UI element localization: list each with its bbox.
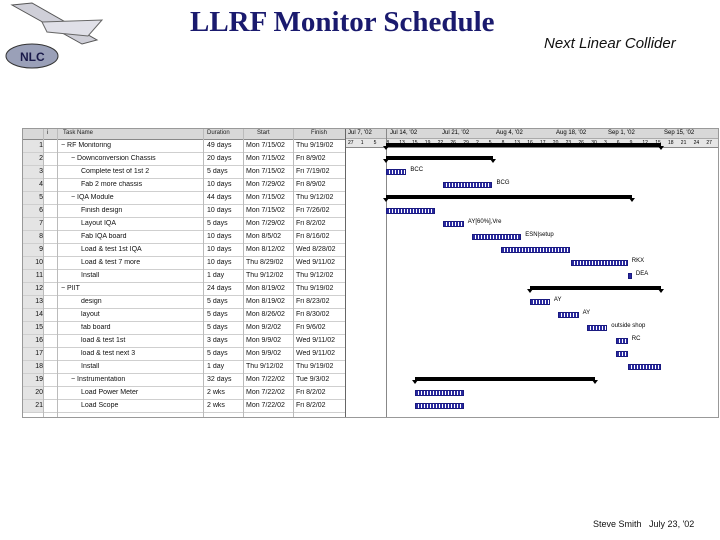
task-name-text: PIIT bbox=[67, 285, 80, 292]
task-duration: 10 days bbox=[207, 181, 232, 188]
task-bar[interactable] bbox=[558, 312, 578, 318]
task-name-text: Instrumentation bbox=[77, 376, 126, 383]
task-duration: 5 days bbox=[207, 324, 228, 331]
task-start: Thu 8/29/02 bbox=[246, 259, 284, 266]
week-label: Jul 7, '02 bbox=[348, 130, 372, 136]
task-start: Mon 7/15/02 bbox=[246, 207, 285, 214]
outline-toggle-icon[interactable]: − bbox=[71, 194, 78, 201]
task-bar[interactable] bbox=[616, 338, 628, 344]
task-row[interactable] bbox=[23, 179, 345, 192]
logo-swoosh-inner bbox=[42, 20, 102, 36]
task-name[interactable] bbox=[81, 311, 201, 318]
task-bar[interactable] bbox=[443, 182, 492, 188]
task-id: 7 bbox=[23, 218, 43, 230]
task-start: Mon 7/15/02 bbox=[246, 194, 285, 201]
task-name-text: fab board bbox=[81, 324, 111, 331]
task-finish: Fri 7/26/02 bbox=[296, 207, 330, 214]
task-row[interactable] bbox=[23, 309, 345, 322]
task-name[interactable] bbox=[81, 272, 201, 279]
task-start: Mon 7/29/02 bbox=[246, 220, 285, 227]
task-name[interactable] bbox=[81, 246, 201, 253]
col-start-header[interactable]: Start bbox=[257, 130, 270, 136]
grid-header bbox=[23, 129, 345, 140]
task-bar[interactable] bbox=[628, 364, 661, 370]
task-row[interactable] bbox=[23, 257, 345, 270]
task-duration: 5 days bbox=[207, 350, 228, 357]
task-id: 18 bbox=[23, 361, 43, 373]
outline-toggle-icon[interactable]: − bbox=[71, 155, 78, 162]
task-name[interactable] bbox=[81, 389, 201, 396]
resource-label: AY bbox=[553, 297, 562, 303]
task-start: Mon 7/15/02 bbox=[246, 168, 285, 175]
task-row[interactable] bbox=[23, 270, 345, 283]
task-name[interactable] bbox=[81, 233, 201, 240]
task-row[interactable] bbox=[23, 361, 345, 374]
task-duration: 44 days bbox=[207, 194, 232, 201]
timeline-week-header bbox=[346, 129, 718, 139]
task-bar[interactable] bbox=[415, 390, 464, 396]
task-name[interactable] bbox=[81, 337, 201, 344]
task-duration: 5 days bbox=[207, 168, 228, 175]
task-duration: 2 wks bbox=[207, 402, 225, 409]
col-finish-header[interactable]: Finish bbox=[311, 130, 328, 136]
day-label: 27 bbox=[706, 140, 712, 146]
resource-label: BCG bbox=[496, 180, 510, 186]
col-duration-header[interactable]: Duration bbox=[207, 130, 230, 136]
task-duration: 49 days bbox=[207, 142, 232, 149]
task-id: 2 bbox=[23, 153, 43, 165]
task-id: 15 bbox=[23, 322, 43, 334]
col-info-header[interactable]: i bbox=[47, 130, 49, 136]
task-name[interactable] bbox=[71, 194, 201, 201]
page-title: LLRF Monitor Schedule bbox=[190, 6, 495, 38]
task-name[interactable] bbox=[61, 142, 201, 149]
outline-toggle-icon[interactable]: − bbox=[61, 285, 68, 292]
task-id: 10 bbox=[23, 257, 43, 269]
outline-toggle-icon[interactable]: − bbox=[61, 142, 68, 149]
task-id: 13 bbox=[23, 296, 43, 308]
day-label: 18 bbox=[668, 140, 674, 146]
task-finish: Fri 8/23/02 bbox=[296, 298, 330, 305]
page-subtitle: Next Linear Collider bbox=[544, 35, 676, 52]
task-bar[interactable] bbox=[472, 234, 521, 240]
outline-toggle-icon[interactable]: − bbox=[71, 376, 78, 383]
nlc-logo bbox=[2, 0, 112, 76]
task-bar[interactable] bbox=[443, 221, 463, 227]
task-name-text: RF Monitoring bbox=[67, 142, 112, 149]
task-bar[interactable] bbox=[530, 299, 550, 305]
task-row[interactable] bbox=[23, 400, 345, 413]
task-finish: Thu 9/12/02 bbox=[296, 194, 334, 201]
week-label: Aug 18, '02 bbox=[556, 130, 587, 136]
task-id: 1 bbox=[23, 140, 43, 152]
timeline-chart bbox=[346, 129, 718, 417]
task-bar[interactable] bbox=[386, 208, 435, 214]
task-name-text: Layout IQA bbox=[81, 220, 117, 227]
resource-label: outside shop bbox=[611, 323, 646, 329]
task-name-text: Load & test 7 more bbox=[81, 259, 141, 266]
task-name[interactable] bbox=[61, 285, 201, 292]
task-finish: Tue 9/3/02 bbox=[296, 376, 330, 383]
resource-label: AY bbox=[582, 310, 591, 316]
task-start: Mon 9/9/02 bbox=[246, 350, 282, 357]
task-duration: 5 days bbox=[207, 220, 228, 227]
task-name[interactable] bbox=[81, 324, 201, 331]
task-finish: Thu 9/19/02 bbox=[296, 285, 334, 292]
task-duration: 10 days bbox=[207, 246, 232, 253]
task-start: Mon 8/19/02 bbox=[246, 285, 285, 292]
week-label: Aug 4, '02 bbox=[496, 130, 523, 136]
task-name-text: Downconversion Chassis bbox=[77, 155, 156, 162]
summary-bar[interactable] bbox=[386, 195, 632, 199]
day-label: 5 bbox=[373, 140, 377, 146]
task-id: 3 bbox=[23, 166, 43, 178]
task-name-text: load & test next 3 bbox=[81, 350, 136, 357]
task-bar[interactable] bbox=[386, 169, 406, 175]
task-name[interactable] bbox=[81, 220, 201, 227]
task-start: Mon 8/26/02 bbox=[246, 311, 285, 318]
task-duration: 2 wks bbox=[207, 389, 225, 396]
task-row[interactable] bbox=[23, 322, 345, 335]
task-duration: 32 days bbox=[207, 376, 232, 383]
task-finish: Fri 8/30/02 bbox=[296, 311, 330, 318]
task-duration: 3 days bbox=[207, 337, 228, 344]
task-name[interactable] bbox=[81, 181, 201, 188]
task-bar[interactable] bbox=[628, 273, 632, 279]
task-name-text: Load Scope bbox=[81, 402, 119, 409]
task-finish: Fri 8/2/02 bbox=[296, 220, 326, 227]
task-start: Thu 9/12/02 bbox=[246, 272, 284, 279]
footer-credit bbox=[593, 519, 694, 529]
task-finish: Wed 8/28/02 bbox=[296, 246, 336, 253]
task-id: 20 bbox=[23, 387, 43, 399]
task-finish: Wed 9/11/02 bbox=[296, 350, 336, 357]
task-name-text: Install bbox=[81, 272, 100, 279]
logo-text: NLC bbox=[20, 50, 45, 64]
task-start: Mon 7/15/02 bbox=[246, 155, 285, 162]
task-row[interactable] bbox=[23, 296, 345, 309]
task-duration: 10 days bbox=[207, 233, 232, 240]
task-row[interactable] bbox=[23, 192, 345, 205]
task-duration: 20 days bbox=[207, 155, 232, 162]
task-row[interactable] bbox=[23, 335, 345, 348]
summary-bar[interactable] bbox=[386, 143, 661, 147]
task-duration: 1 day bbox=[207, 272, 225, 279]
task-id: 16 bbox=[23, 335, 43, 347]
task-start: Thu 9/12/02 bbox=[246, 363, 284, 370]
week-label: Jul 14, '02 bbox=[390, 130, 418, 136]
task-start: Mon 7/22/02 bbox=[246, 389, 285, 396]
task-row[interactable] bbox=[23, 166, 345, 179]
task-start: Mon 7/29/02 bbox=[246, 181, 285, 188]
task-finish: Fri 8/2/02 bbox=[296, 402, 326, 409]
task-row[interactable] bbox=[23, 153, 345, 166]
resource-label: DEA bbox=[635, 271, 649, 277]
task-name-text: Finish design bbox=[81, 207, 123, 214]
task-name-text: layout bbox=[81, 311, 100, 318]
footer-author: Steve Smith bbox=[593, 519, 642, 529]
task-id: 5 bbox=[23, 192, 43, 204]
task-id: 14 bbox=[23, 309, 43, 321]
task-row[interactable] bbox=[23, 283, 345, 296]
task-row[interactable] bbox=[23, 140, 345, 153]
task-name[interactable] bbox=[81, 350, 201, 357]
week-label: Sep 15, '02 bbox=[664, 130, 695, 136]
task-name-text: Install bbox=[81, 363, 100, 370]
task-finish: Wed 9/11/02 bbox=[296, 337, 336, 344]
task-finish: Wed 9/11/02 bbox=[296, 259, 336, 266]
resource-label: RC bbox=[631, 336, 641, 342]
task-finish: Thu 9/19/02 bbox=[296, 363, 334, 370]
task-grid bbox=[23, 129, 346, 417]
task-bar[interactable] bbox=[415, 403, 464, 409]
resource-label: RKX bbox=[631, 258, 645, 264]
week-label: Sep 1, '02 bbox=[608, 130, 635, 136]
task-duration: 10 days bbox=[207, 207, 232, 214]
task-name-text: Load & test 1st IQA bbox=[81, 246, 142, 253]
task-start: Mon 8/12/02 bbox=[246, 246, 285, 253]
task-finish: Fri 8/9/02 bbox=[296, 155, 326, 162]
task-name-text: Load Power Meter bbox=[81, 389, 139, 396]
task-row[interactable] bbox=[23, 348, 345, 361]
task-duration: 5 days bbox=[207, 298, 228, 305]
col-name-header[interactable]: Task Name bbox=[63, 130, 94, 136]
task-name[interactable] bbox=[81, 402, 201, 409]
task-row[interactable] bbox=[23, 218, 345, 231]
task-row[interactable] bbox=[23, 374, 345, 387]
task-name[interactable] bbox=[81, 259, 201, 266]
task-name-text: Fab IQA board bbox=[81, 233, 127, 240]
task-id: 17 bbox=[23, 348, 43, 360]
task-id: 12 bbox=[23, 283, 43, 295]
task-row[interactable] bbox=[23, 231, 345, 244]
task-row[interactable] bbox=[23, 244, 345, 257]
task-id: 21 bbox=[23, 400, 43, 412]
task-name-text: IQA Module bbox=[77, 194, 114, 201]
resource-label: ESN|setup bbox=[525, 232, 554, 238]
task-id: 8 bbox=[23, 231, 43, 243]
task-row[interactable] bbox=[23, 205, 345, 218]
footer-date: July 23, '02 bbox=[649, 519, 695, 529]
task-name[interactable] bbox=[81, 363, 201, 370]
task-name[interactable] bbox=[71, 155, 201, 162]
week-label: Jul 21, '02 bbox=[442, 130, 470, 136]
task-finish: Thu 9/12/02 bbox=[296, 272, 334, 279]
task-bar[interactable] bbox=[587, 325, 607, 331]
task-name-text: design bbox=[81, 298, 102, 305]
task-start: Mon 9/9/02 bbox=[246, 337, 282, 344]
task-name-text: load & test 1st bbox=[81, 337, 126, 344]
summary-bar[interactable] bbox=[530, 286, 661, 290]
summary-bar[interactable] bbox=[415, 377, 595, 381]
task-row[interactable] bbox=[23, 387, 345, 400]
task-finish: Fri 7/19/02 bbox=[296, 168, 330, 175]
resource-label: AY[60%],Vre bbox=[467, 219, 502, 225]
task-bar[interactable] bbox=[571, 260, 628, 266]
task-name[interactable] bbox=[71, 376, 201, 383]
resource-label: BCC bbox=[410, 167, 424, 173]
task-duration: 1 day bbox=[207, 363, 225, 370]
task-start: Mon 8/19/02 bbox=[246, 298, 285, 305]
task-start: Mon 7/15/02 bbox=[246, 142, 285, 149]
task-finish: Thu 9/19/02 bbox=[296, 142, 334, 149]
gantt-chart-view bbox=[22, 128, 719, 418]
task-bar[interactable] bbox=[501, 247, 571, 253]
task-name-text: Fab 2 more chassis bbox=[81, 181, 143, 188]
task-id: 11 bbox=[23, 270, 43, 282]
task-duration: 5 days bbox=[207, 311, 228, 318]
task-finish: Fri 9/6/02 bbox=[296, 324, 326, 331]
day-label: 24 bbox=[693, 140, 700, 146]
task-start: Mon 8/5/02 bbox=[246, 233, 282, 240]
day-label: 1 bbox=[360, 140, 364, 146]
task-id: 9 bbox=[23, 244, 43, 256]
task-name[interactable] bbox=[81, 298, 201, 305]
task-id: 19 bbox=[23, 374, 43, 386]
task-start: Mon 7/22/02 bbox=[246, 376, 285, 383]
task-bar[interactable] bbox=[616, 351, 628, 357]
task-name[interactable] bbox=[81, 207, 201, 214]
summary-bar[interactable] bbox=[386, 156, 493, 160]
task-finish: Fri 8/16/02 bbox=[296, 233, 330, 240]
task-name[interactable] bbox=[81, 168, 201, 175]
task-name-text: Complete test of 1st 2 bbox=[81, 168, 150, 175]
task-duration: 10 days bbox=[207, 259, 232, 266]
task-start: Mon 9/2/02 bbox=[246, 324, 282, 331]
task-id: 4 bbox=[23, 179, 43, 191]
day-label: 27 bbox=[348, 140, 354, 146]
task-finish: Fri 8/2/02 bbox=[296, 389, 326, 396]
task-start: Mon 7/22/02 bbox=[246, 402, 285, 409]
task-finish: Fri 8/9/02 bbox=[296, 181, 326, 188]
task-duration: 24 days bbox=[207, 285, 232, 292]
day-label: 21 bbox=[680, 140, 687, 146]
task-id: 6 bbox=[23, 205, 43, 217]
